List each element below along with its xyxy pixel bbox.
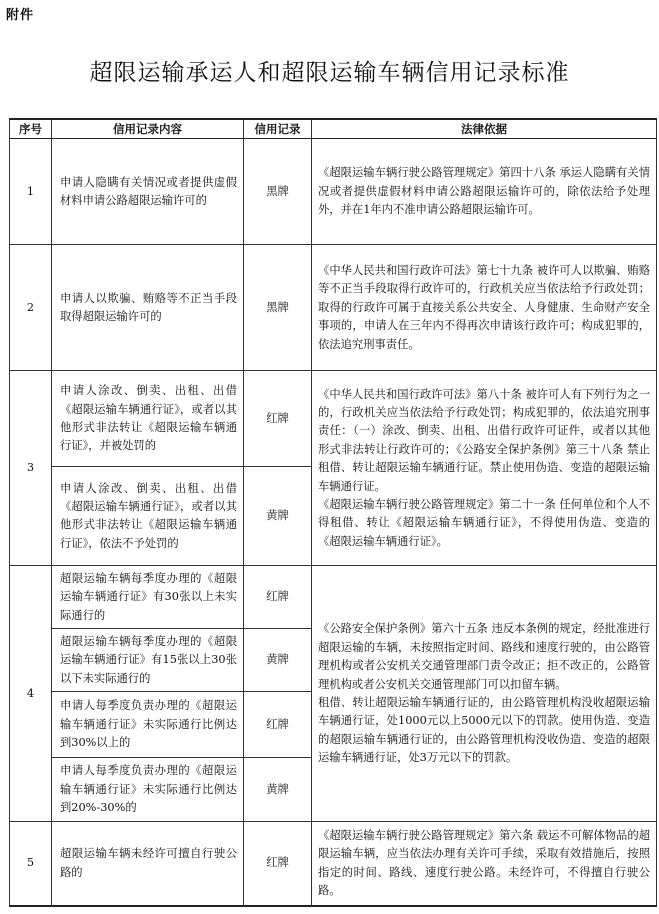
header-record: 信用记录 xyxy=(244,119,312,139)
credit-standards-table xyxy=(9,118,657,907)
legal-basis: 《超限运输车辆行驶公路管理规定》第四十八条 承运人隐瞒有关情况或者提供虚假材料申请公路超限运输许可的，除依法给予处理外，并在1年内不准申请公路超限运输许可。 xyxy=(312,139,657,245)
legal-basis: 《公路安全保护条例》第六十五条 违反本条例的规定，经批准进行超限运输的车辆，未按照指定时间、路线和速度行驶的，由公路管理机构或者公安机关交通管理部门责令改正；拒不改正的，公路管理机构或者公安机关交通管理部门可以扣留车辆。 租借、转让超限运输车辆通行证的，由公路管理机构没收超限运输车辆通行证，处1000元以上5000元以下的罚款。使用伪造、变造的超限运输车辆通行证的，由公路管理机构没收伪造、变造的超限运输车辆通行证，处3万元以下的罚款。 xyxy=(312,566,657,822)
table-row xyxy=(10,371,657,467)
record-level: 黄牌 xyxy=(244,629,312,692)
record-content: 超限运输车辆未经许可擅自行驶公路的 xyxy=(52,822,244,906)
record-level: 红牌 xyxy=(244,566,312,629)
header-basis: 法律依据 xyxy=(312,119,657,139)
record-level: 黑牌 xyxy=(244,245,312,371)
record-content: 申请人涂改、倒卖、出租、出借《超限运输车辆通行证》，或者以其他形式非法转让《超限运输车辆通行证》，并被处罚的 xyxy=(52,371,244,467)
table-row xyxy=(10,139,657,245)
record-content: 超限运输车辆每季度办理的《超限运输车辆通行证》有15张以上30张以下未实际通行的 xyxy=(52,629,244,692)
record-level: 红牌 xyxy=(244,822,312,906)
row-number: 3 xyxy=(10,371,52,566)
record-level: 红牌 xyxy=(244,692,312,758)
attachment-label: 附件 xyxy=(6,8,35,23)
header-content: 信用记录内容 xyxy=(52,119,244,139)
table-row xyxy=(10,822,657,906)
record-level: 黄牌 xyxy=(244,467,312,566)
record-level: 红牌 xyxy=(244,371,312,467)
page-title: 超限运输承运人和超限运输车辆信用记录标准 xyxy=(89,60,570,86)
table-header-row xyxy=(10,119,657,139)
record-level: 黄牌 xyxy=(244,758,312,822)
legal-basis: 《中华人民共和国行政许可法》第七十九条 被许可人以欺骗、贿赂等不正当手段取得行政许可的，行政机关应当依法给予行政处罚；取得的行政许可属于直接关系公共安全、人身健康、生命财产安全事项的，申请人在三年内不得再次申请该行政许可；构成犯罪的，依法追究刑事责任。 xyxy=(312,245,657,371)
record-content: 申请人隐瞒有关情况或者提供虚假材料申请公路超限运输许可的 xyxy=(52,139,244,245)
legal-basis: 《中华人民共和国行政许可法》第八十条 被许可人有下列行为之一的，行政机关应当依法给予行政处罚；构成犯罪的，依法追究刑事责任：（一）涂改、倒卖、出租、出借行政许可证件，或者以其他形式非法转让行政许可的；《公路安全保护条例》第三十八条 禁止租借、转让超限运输车辆通行证。禁止使用伪造、变造的超限运输车辆通行证。 《超限运输车辆行驶公路管理规定》第二十一条 任何单位和个人不得租借、转让《超限运输车辆通行证》，不得使用伪造、变造的《超限运输车辆通行证》。 xyxy=(312,371,657,566)
record-content: 申请人涂改、倒卖、出租、出借《超限运输车辆通行证》，或者以其他形式非法转让《超限运输车辆通行证》，依法不予处罚的 xyxy=(52,467,244,566)
row-number: 2 xyxy=(10,245,52,371)
header-no: 序号 xyxy=(10,119,52,139)
record-content: 申请人每季度负责办理的《超限运输车辆通行证》未实际通行比例达到20%-30%的 xyxy=(52,758,244,822)
row-number: 5 xyxy=(10,822,52,906)
row-number: 1 xyxy=(10,139,52,245)
record-content: 申请人每季度负责办理的《超限运输车辆通行证》未实际通行比例达到30%以上的 xyxy=(52,692,244,758)
table-row xyxy=(10,566,657,629)
record-content: 超限运输车辆每季度办理的《超限运输车辆通行证》有30张以上未实际通行的 xyxy=(52,566,244,629)
record-level: 黑牌 xyxy=(244,139,312,245)
row-number: 4 xyxy=(10,566,52,822)
legal-basis: 《超限运输车辆行驶公路管理规定》第六条 载运不可解体物品的超限运输车辆，应当依法办理有关许可手续，采取有效措施后，按照指定的时间、路线、速度行驶公路。未经许可，不得擅自行驶公路。 xyxy=(312,822,657,906)
record-content: 申请人以欺骗、贿赂等不正当手段取得超限运输许可的 xyxy=(52,245,244,371)
table-row xyxy=(10,245,657,371)
